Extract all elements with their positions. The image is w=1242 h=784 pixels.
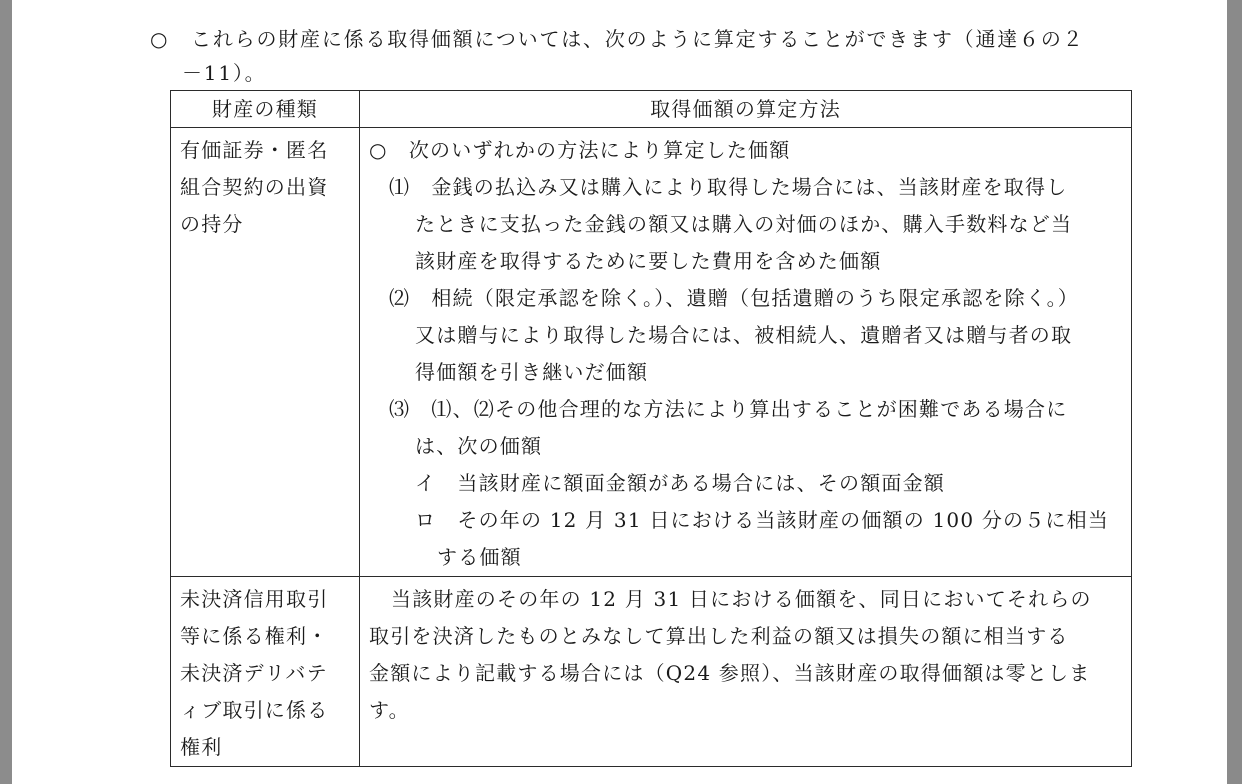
- cell-text-line: 未決済デリバテ: [180, 661, 328, 685]
- cell-text-line: する価額: [437, 545, 522, 569]
- cell-text-line: ⑴ 金銭の払込み又は購入により取得した場合には、当該財産を取得し: [389, 175, 1068, 199]
- cell-text-line: ⑶ ⑴、⑵その他合理的な方法により算出することが困難である場合に: [389, 397, 1068, 421]
- intro-paragraph: [150, 22, 1140, 90]
- cell-text-line: す。: [369, 698, 410, 722]
- header-property-type: 財産の種類: [171, 91, 360, 128]
- intro-line: ○ これらの財産に係る取得価額については、次のように算定することができます（通達６の２: [150, 27, 1085, 51]
- document-page: [12, 0, 1227, 784]
- acquisition-cost-table: [170, 90, 1132, 767]
- cell-text-line: 得価額を引き継いだ価額: [415, 360, 649, 384]
- cell-text-line: 又は贈与により取得した場合には、被相続人、遺贈者又は贈与者の取: [415, 323, 1073, 347]
- cell-text-line: 組合契約の出資: [180, 175, 329, 199]
- calculation-method-cell: [360, 128, 1132, 577]
- cell-text-line: 権利: [180, 735, 223, 759]
- property-type-cell: [171, 577, 360, 767]
- viewer-background: [1227, 0, 1242, 784]
- cell-text-line: 該財産を取得するために要した費用を含めた価額: [415, 249, 882, 273]
- cell-text-line: 当該財産のその年の 12 月 31 日における価額を、同日においてそれらの: [391, 587, 1092, 611]
- table-row: [171, 577, 1132, 767]
- cell-text-line: は、次の価額: [415, 434, 543, 458]
- table-row: [171, 128, 1132, 577]
- cell-text-line: たときに支払った金銭の額又は購入の対価のほか、購入手数料など当: [415, 212, 1073, 236]
- intro-line: －11）。: [182, 61, 267, 85]
- header-calculation-method: 取得価額の算定方法: [360, 91, 1132, 128]
- property-type-cell: [171, 128, 360, 577]
- cell-text-line: 取引を決済したものとみなして算出した利益の額又は損失の額に相当する: [369, 624, 1069, 648]
- cell-text-line: ○ 次のいずれかの方法により算定した価額: [369, 138, 791, 162]
- table-header-row: [171, 91, 1132, 128]
- cell-text-line: の持分: [180, 212, 244, 236]
- cell-text-line: ロ その年の 12 月 31 日における当該財産の価額の 100 分の５に相当: [415, 508, 1110, 532]
- cell-text-line: 等に係る権利・: [180, 624, 329, 648]
- cell-text-line: 金額により記載する場合には（Q24 参照）、当該財産の取得価額は零としま: [369, 661, 1091, 685]
- calculation-method-cell: [360, 577, 1132, 767]
- cell-text-line: 未決済信用取引: [180, 587, 329, 611]
- cell-text-line: 有価証券・匿名: [180, 138, 329, 162]
- cell-text-line: ィブ取引に係る: [180, 698, 329, 722]
- cell-text-line: イ 当該財産に額面金額がある場合には、その額面金額: [415, 471, 945, 495]
- cell-text-line: ⑵ 相続（限定承認を除く。）、遺贈（包括遺贈のうち限定承認を除く。）: [389, 286, 1079, 310]
